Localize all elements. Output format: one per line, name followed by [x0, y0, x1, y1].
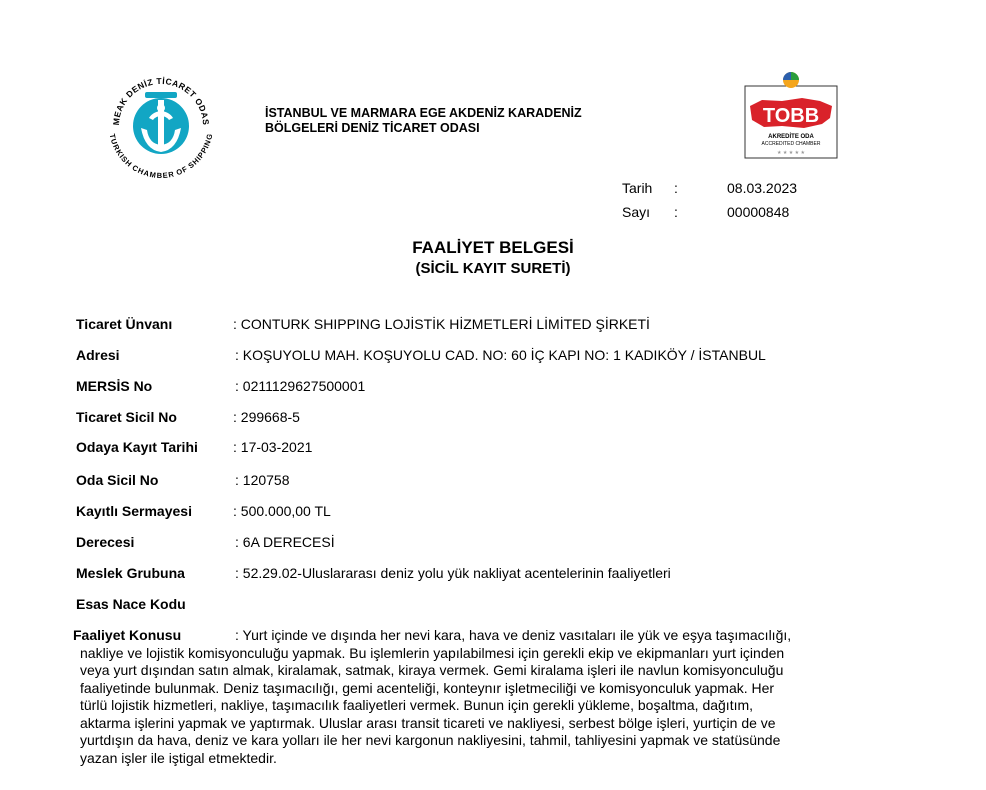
- number-label: Sayı: [622, 204, 651, 220]
- date-value: 08.03.2023: [727, 180, 798, 196]
- tobb-caption-1: AKREDİTE ODA: [768, 134, 814, 140]
- date-separator: :: [674, 180, 678, 196]
- activity-line: aktarma işlerini yapmak ve yaptırmak. Uluslar arası transit ticareti ve nakliyesi, serbest bölge işleri, yurtiçin de ve: [80, 714, 776, 731]
- tobb-mark-text: TOBB: [762, 105, 820, 127]
- activity-line: nakliye ve lojistik komisyonculuğu yapmak. Bu işlemlerin yapılabilmesi için gerekli ekip ve ekipmanları yurt içinden: [80, 644, 785, 661]
- field-label: Ticaret Ünvanı: [76, 316, 173, 332]
- activity-line: yurtdışın da hava, deniz ve kara yolları ile her nevi kargonun nakliyesini, tahmil, tahliyesini yapmak ve statüsünde: [80, 732, 781, 748]
- field-value: : 500.000,00 TL: [233, 503, 331, 519]
- logo-ring-top-text: MEAK DENİZ TİCARET ODAS: [110, 75, 212, 126]
- number-separator: :: [674, 204, 678, 220]
- field-value: : 17-03-2021: [233, 439, 313, 455]
- field-value: : KOŞUYOLU MAH. KOŞUYOLU CAD. NO: 60 İÇ KAPI NO: 1 KADIKÖY / İSTANBUL: [235, 347, 766, 363]
- activity-label: Faaliyet Konusu: [73, 627, 182, 643]
- logo-ring-bottom-text: TURKISH CHAMBER OF SHIPPING: [107, 132, 215, 181]
- tobb-logo: [742, 70, 840, 160]
- number-value: 00000848: [727, 204, 790, 220]
- organization-name-line1: İSTANBUL VE MARMARA EGE AKDENİZ KARADENİZ: [265, 106, 582, 120]
- activity-line: faaliyetinde bulunmak. Deniz taşımacılığı, gemi acenteliği, konteynır işletmeciliği ve komisyonculuk yapmak. Her: [80, 679, 775, 696]
- activity-line: : Yurt içinde ve dışında her nevi kara, hava ve deniz vasıtaları ile yük ve eşya taşımacılığı,: [235, 627, 792, 643]
- field-label: MERSİS No: [76, 378, 153, 394]
- field-label: Derecesi: [76, 534, 135, 550]
- tobb-caption-2: ACCREDITED CHAMBER: [761, 141, 821, 147]
- field-value: : 120758: [235, 472, 290, 488]
- field-label: Meslek Grubuna: [76, 565, 185, 581]
- activity-line: yazan işler ile iştigal etmektedir.: [80, 749, 277, 766]
- field-value: : 52.29.02-Uluslararası deniz yolu yük nakliyat acentelerinin faaliyetleri: [235, 565, 671, 581]
- field-label: Kayıtlı Sermayesi: [76, 503, 192, 519]
- field-value: : 299668-5: [233, 409, 300, 425]
- activity-section: [73, 627, 876, 767]
- document-title: FAALİYET BELGESİ: [412, 238, 574, 257]
- field-label: Adresi: [76, 347, 120, 363]
- field-label: Odaya Kayıt Tarihi: [76, 439, 198, 455]
- field-value: : 6A DERECESİ: [235, 534, 335, 550]
- organization-name-line2: BÖLGELERİ DENİZ TİCARET ODASI: [265, 121, 480, 135]
- field-label: Ticaret Sicil No: [76, 409, 177, 425]
- field-value: : CONTURK SHIPPING LOJİSTİK HİZMETLERİ LİMİTED ŞİRKETİ: [233, 316, 650, 332]
- field-label: Esas Nace Kodu: [76, 596, 186, 612]
- date-label: Tarih: [622, 180, 653, 196]
- activity-line: türlü lojistik hizmetleri, nakliye, taşımacılık faaliyetleri vermek. Bunun için gerekli yükleme, boşaltma, dağıtım,: [80, 697, 754, 713]
- field-value: : 0211129627500001: [235, 378, 366, 394]
- chamber-logo: [105, 70, 217, 182]
- document-subtitle: (SİCİL KAYIT SURETİ): [415, 260, 571, 277]
- activity-line: veya yurt dışından satın almak, kiralamak, satmak, kiraya vermek. Gemi kiralama işleri ile navlun komisyonculuğu: [80, 662, 784, 678]
- organization-name: [265, 106, 582, 136]
- field-label: Oda Sicil No: [76, 472, 159, 488]
- stars-icon: ★ ★ ★ ★ ★: [777, 150, 805, 156]
